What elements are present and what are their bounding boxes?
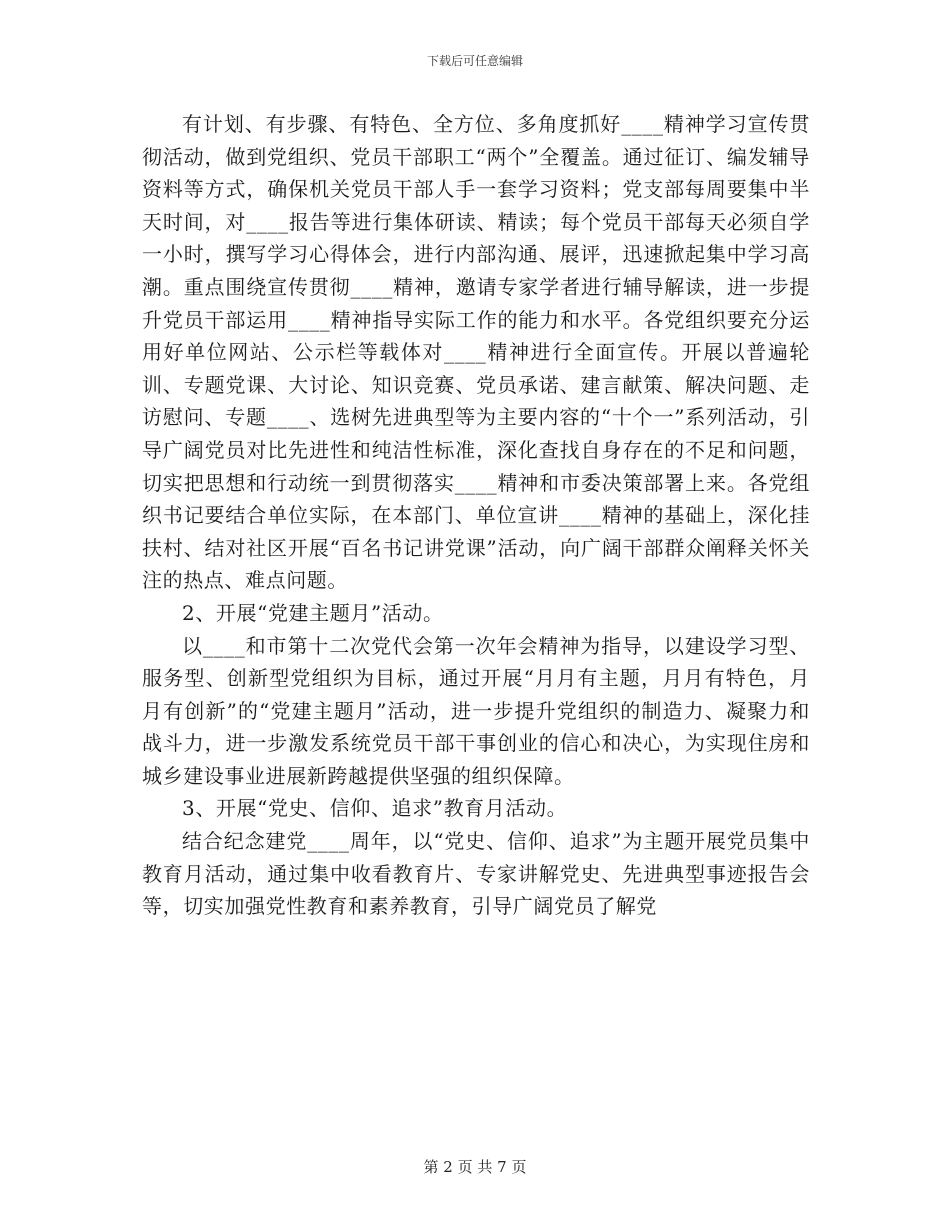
- document-body: [142, 108, 810, 923]
- page-number: 第 2 页 共 7 页: [423, 1158, 527, 1176]
- body-paragraph: 结合纪念建党____周年，以“党史、信仰、追求”为主题开展党员集中教育月活动，通过集中收看教育片、专家讲解党史、先进典型事迹报告会等，切实加强党性教育和素养教育，引导广阔党员了解党: [142, 829, 810, 919]
- page-header: 下载后可任意编辑: [426, 54, 523, 68]
- section-heading: 3、开展“党史、信仰、追求”教育月活动。: [182, 796, 568, 821]
- body-paragraph: 以____和市第十二次党代会第一次年会精神为指导，以建设学习型、服务型、创新型党组织为目标，通过开展“月月有主题，月月有特色，月月有创新”的“党建主题月”活动，进一步提升党组织的制造力、凝聚力和战斗力，进一步激发系统党员干部干事创业的信心和决心，为实现住房和城乡建设事业进展新跨越提供坚强的组织保障。: [142, 633, 810, 788]
- section-heading: 2、开展“党建主题月”活动。: [182, 600, 444, 625]
- body-paragraph: 有计划、有步骤、有特色、全方位、多角度抓好____精神学习宣传贯彻活动，做到党组织、党员干部职工“两个”全覆盖。通过征订、编发辅导资料等方式，确保机关党员干部人手一套学习资料；党支部每周要集中半天时间，对____报告等进行集体研读、精读；每个党员干部每天必须自学一小时，撰写学习心得体会，进行内部沟通、展评，迅速掀起集中学习高潮。重点围绕宣传贯彻____精神，邀请专家学者进行辅导解读，进一步提升党员干部运用____精神指导实际工作的能力和水平。各党组织要充分运用好单位网站、公示栏等载体对____精神进行全面宣传。开展以普遍轮训、专题党课、大讨论、知识竞赛、党员承诺、建言献策、解决问题、走访慰问、专题____、选树先进典型等为主要内容的“十个一”系列活动，引导广阔党员对比先进性和纯洁性标准，深化查找自身存在的不足和问题，切实把思想和行动统一到贯彻落实____精神和市委决策部署上来。各党组织书记要结合单位实际，在本部门、单位宣讲____精神的基础上，深化挂扶村、结对社区开展“百名书记讲党课”活动，向广阔干部群众阐释关怀关注的热点、难点问题。: [142, 112, 810, 593]
